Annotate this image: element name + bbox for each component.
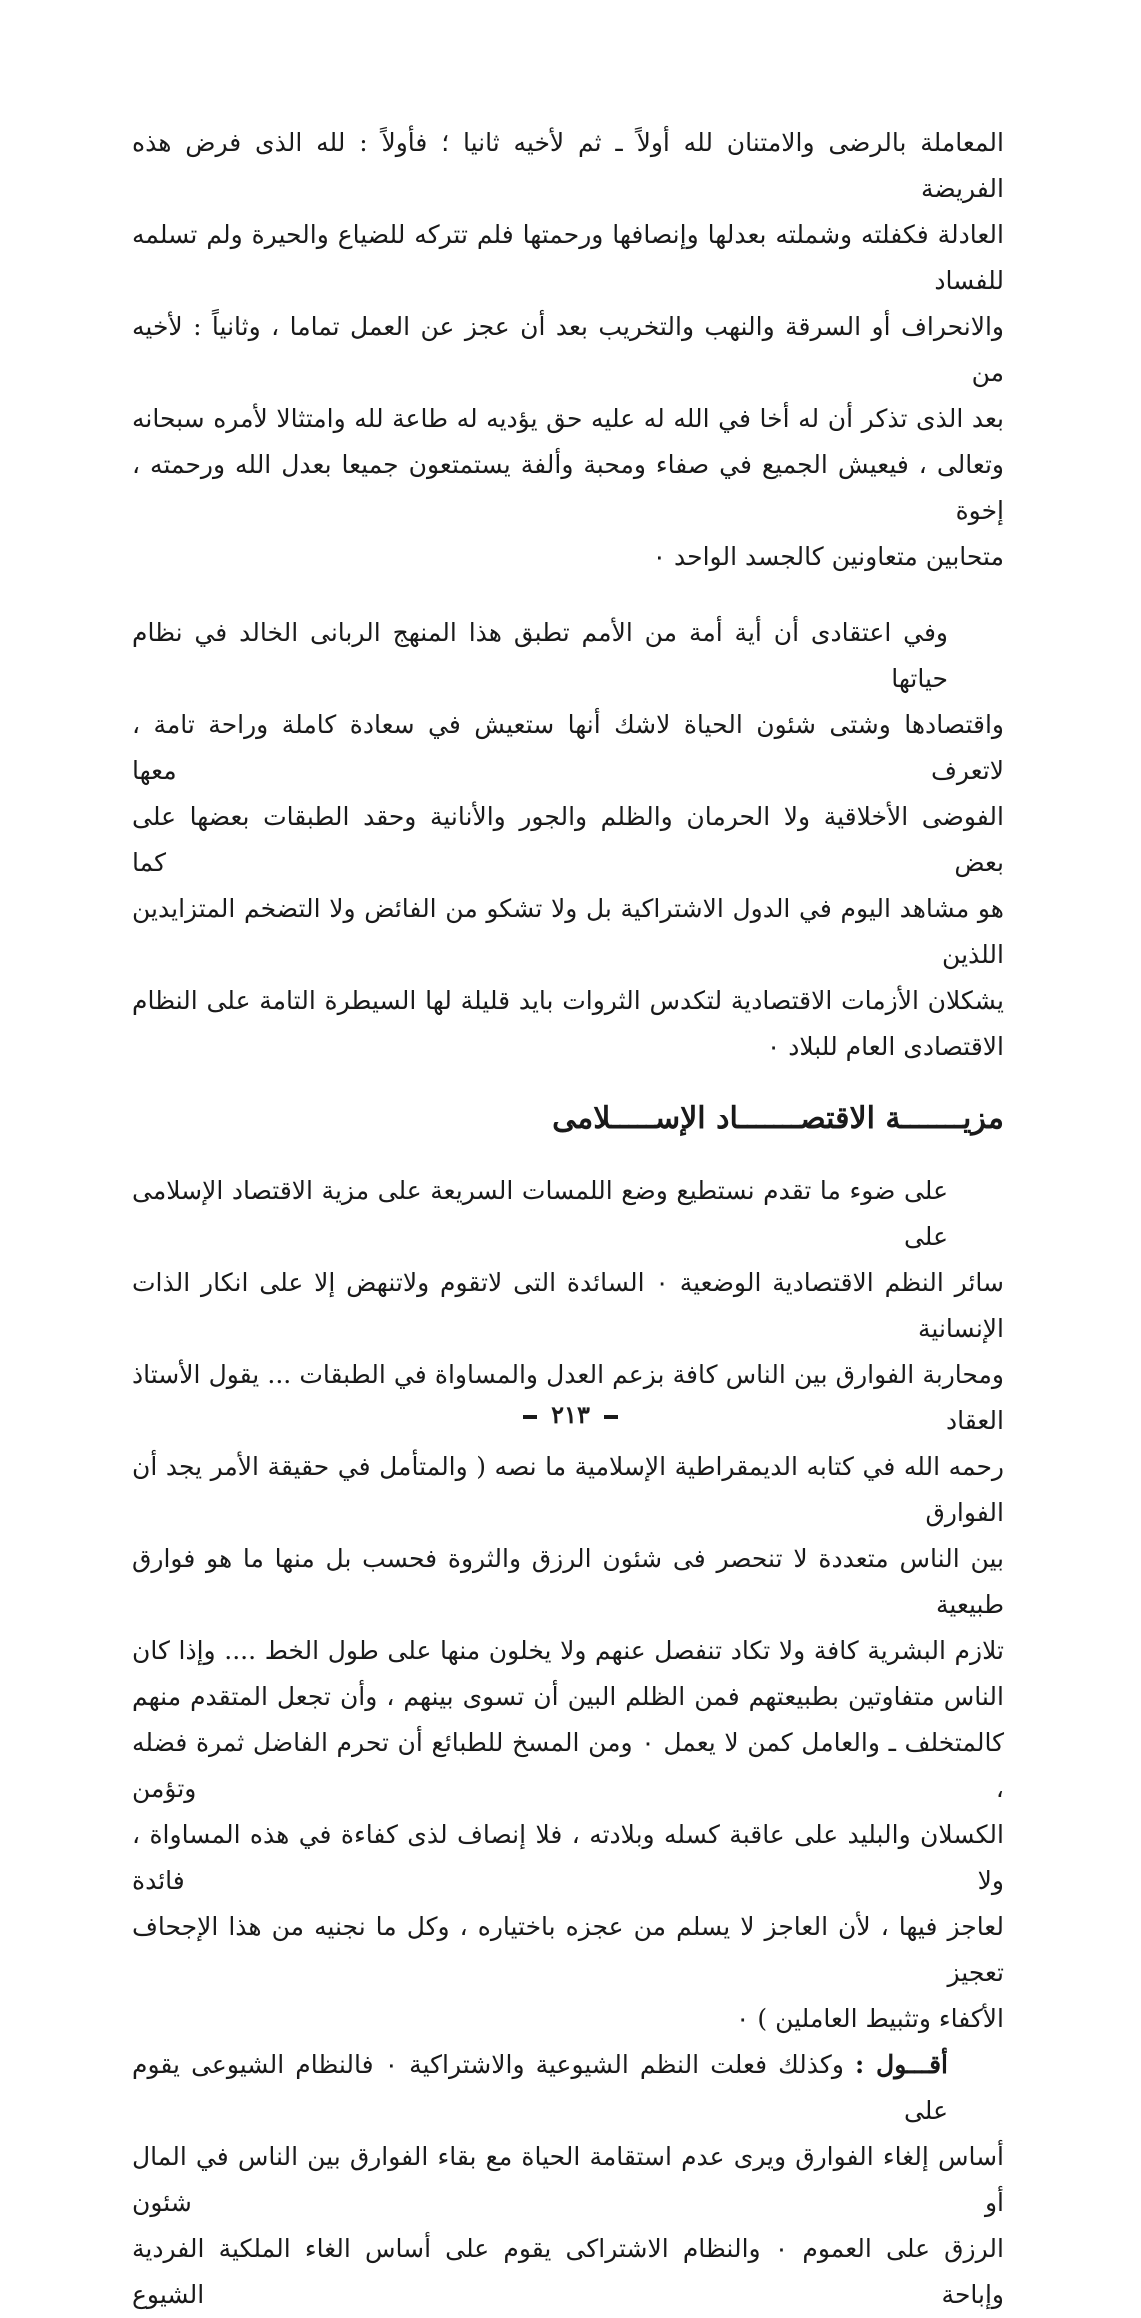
text-line: الناس متفاوتين بطبيعتهم فمن الظلم البين أن تسوى بينهم ، وأن تجعل المتقدم منهم bbox=[132, 1682, 1004, 1711]
paragraph-1 bbox=[132, 120, 1004, 580]
text-line: العادلة فكفلته وشملته بعدلها وإنصافها ورحمتها فلم تتركه للضياع والحيرة ولم تسلمه للفساد bbox=[132, 220, 1004, 295]
text-line: سائر النظم الاقتصادية الوضعية ٠ السائدة التى لاتقوم ولاتنهض إلا على انكار الذات الإنسانية bbox=[132, 1268, 1004, 1343]
text-line: وكذلك فعلت النظم الشيوعية والاشتراكية ٠ فالنظام الشيوعى يقوم على bbox=[132, 2050, 948, 2125]
text-line: هو مشاهد اليوم في الدول الاشتراكية بل ولا تشكو من الفائض ولا التضخم المتزايدين اللذين bbox=[132, 894, 1004, 969]
text-line: واقتصادها وشتى شئون الحياة لاشك أنها ستعيش في سعادة كاملة وراحة تامة ، لاتعرف معها bbox=[132, 710, 1004, 785]
text-line: وتعالى ، فيعيش الجميع في صفاء ومحبة وألفة يستمتعون جميعا بعدل الله ورحمته ، إخوة bbox=[132, 450, 1004, 525]
text-line: الأكفاء وتثبيط العاملين ) ٠ bbox=[736, 2004, 1004, 2033]
text-line: رحمه الله في كتابه الديمقراطية الإسلامية ما نصه ( والمتأمل في حقيقة الأمر يجد أن الفوارق bbox=[132, 1452, 1004, 1527]
text-line: يشكلان الأزمات الاقتصادية لتكدس الثروات بايد قليلة لها السيطرة التامة على النظام bbox=[132, 986, 1004, 1015]
text-line: الفوضى الأخلاقية ولا الحرمان والظلم والجور والأنانية وحقد الطبقات بعضها على بعض كما bbox=[132, 802, 1004, 877]
text-line-with-lead bbox=[132, 2042, 1004, 2134]
paragraph-3 bbox=[132, 1168, 1004, 2042]
text-line: المعاملة بالرضى والامتنان لله أولاً ـ ثم لأخيه ثانيا ؛ فأولاً : لله الذى فرض هذه الفريضة bbox=[132, 128, 1004, 203]
text-line: وفي اعتقادى أن أية أمة من الأمم تطبق هذا المنهج الربانى الخالد في نظام حياتها bbox=[132, 618, 948, 693]
text-line: كالمتخلف ـ والعامل كمن لا يعمل ٠ ومن المسخ للطبائع أن تحرم الفاضل ثمرة فضله ، وتؤمن bbox=[132, 1728, 1004, 1803]
page-content bbox=[132, 120, 1004, 2318]
lead-word: أقـــول : bbox=[854, 2050, 948, 2079]
dash-decoration bbox=[523, 1415, 537, 1419]
paragraph-4 bbox=[132, 2042, 1004, 2318]
dash-decoration bbox=[604, 1415, 618, 1419]
text-line: بين الناس متعددة لا تنحصر فى شئون الرزق والثروة فحسب بل منها ما هو فوارق طبيعية bbox=[132, 1544, 1004, 1619]
text-line: تلازم البشرية كافة ولا تكاد تنفصل عنهم ولا يخلون منها على طول الخط .... وإذا كان bbox=[132, 1636, 1004, 1665]
text-line: الاقتصادى العام للبلاد ٠ bbox=[766, 1032, 1004, 1061]
page-number bbox=[0, 1400, 1141, 1429]
text-line: الكسلان والبليد على عاقبة كسله وبلادته ، فلا إنصاف لذى كفاءة في هذه المساواة ، ولا فائدة bbox=[132, 1820, 1004, 1895]
text-line: الرزق على العموم ٠ والنظام الاشتراكى يقوم على أساس الغاء الملكية الفردية وإباحة الشيوع bbox=[132, 2234, 1004, 2309]
section-heading: مزيـــــــة الاقتصـــــــاد الإســـــلامى bbox=[552, 1101, 1004, 1136]
page-number-text: ٢١٣ bbox=[551, 1400, 590, 1429]
paragraph-2 bbox=[132, 610, 1004, 1070]
text-line: متحابين متعاونين كالجسد الواحد ٠ bbox=[652, 542, 1004, 571]
text-line: لعاجز فيها ، لأن العاجز لا يسلم من عجزه باختياره ، وكل ما نجنيه من هذا الإجحاف تعجيز bbox=[132, 1912, 1004, 1987]
text-line: ومحاربة الفوارق بين الناس كافة بزعم العدل والمساواة في الطبقات ... يقول الأستاذ العقاد bbox=[132, 1360, 1004, 1435]
text-line: بعد الذى تذكر أن له أخا في الله له عليه حق يؤديه له طاعة لله وامتثالا لأمره سبحانه bbox=[132, 404, 1004, 433]
text-line: على ضوء ما تقدم نستطيع وضع اللمسات السريعة على مزية الاقتصاد الإسلامى على bbox=[132, 1176, 948, 1251]
text-line: والانحراف أو السرقة والنهب والتخريب بعد أن عجز عن العمل تماما ، وثانياً : لأخيه من bbox=[132, 312, 1004, 387]
text-line: أساس إلغاء الفوارق ويرى عدم استقامة الحياة مع بقاء الفوارق بين الناس في المال أو شئون bbox=[132, 2142, 1004, 2217]
